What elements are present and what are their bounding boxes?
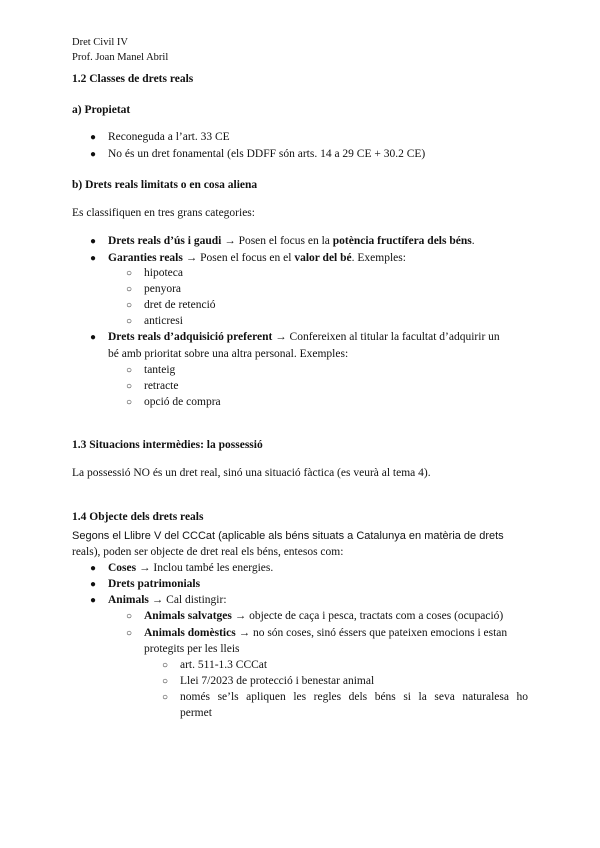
circle-bullet-icon: ○ (126, 365, 133, 376)
circle-bullet-icon: ○ (162, 692, 169, 703)
list-item: Llei 7/2023 de protecció i benestar animal (180, 675, 375, 687)
paragraph: La possessió NO és un dret real, sinó una situació fàctica (es veurà al tema 4). (72, 467, 431, 479)
section-1-2-title: 1.2 Classes de drets reals (72, 73, 194, 85)
term: Drets reals d’ús i gaudi (108, 235, 222, 247)
term: Animals domèstics (144, 627, 236, 639)
section-1-3-title: 1.3 Situacions intermèdies: la possessió (72, 439, 263, 451)
text-span: → Posen el focus en la (221, 235, 333, 247)
circle-bullet-icon: ○ (126, 611, 133, 622)
list-item (108, 592, 227, 609)
bullet-icon: ● (90, 149, 97, 160)
paragraph: Segons el Llibre V del CCCat (aplicable als béns situats a Catalunya en matèria de drets (72, 530, 504, 542)
bullet-icon: ● (90, 132, 97, 143)
term: valor del bé (294, 252, 352, 264)
paragraph-continuation: reals), poden ser objecte de dret real els béns, entesos com: (72, 546, 344, 558)
circle-bullet-icon: ○ (126, 397, 133, 408)
text-span: . (471, 235, 475, 247)
list-item: opció de compra (144, 396, 221, 408)
list-item (108, 560, 273, 577)
circle-bullet-icon: ○ (162, 660, 169, 671)
list-item: tanteig (144, 364, 176, 376)
list-item (144, 625, 507, 642)
text-span: → Confereixen al titular la facultat d’adquirir un (272, 331, 500, 343)
text-span: → Inclou també les energies. (136, 562, 274, 574)
circle-bullet-icon: ○ (162, 676, 169, 687)
professor-name: Prof. Joan Manel Abril (72, 52, 169, 63)
text-span: → objecte de caça i pesca, tractats com a coses (ocupació) (231, 610, 504, 622)
term: Animals (108, 594, 149, 606)
bullet-icon: ● (90, 595, 97, 606)
list-item: dret de retenció (144, 299, 216, 311)
circle-bullet-icon: ○ (126, 284, 133, 295)
list-item: Drets patrimonials (108, 578, 201, 590)
bullet-icon: ● (90, 332, 97, 343)
text-span: . Exemples: (351, 252, 406, 264)
list-item (108, 329, 500, 346)
text-span: → Posen el focus en el (182, 252, 295, 264)
text-span: → Cal distingir: (148, 594, 227, 606)
term: Animals salvatges (144, 610, 232, 622)
list-item (108, 233, 475, 250)
list-item: hipoteca (144, 267, 183, 279)
term: Drets reals d’adquisició preferent (108, 331, 273, 343)
list-item: Reconeguda a l’art. 33 CE (108, 131, 230, 143)
term: Garanties reals (108, 252, 183, 264)
list-item: anticresi (144, 315, 183, 327)
circle-bullet-icon: ○ (126, 268, 133, 279)
term: potència fructífera dels béns (332, 235, 472, 247)
list-item (144, 608, 503, 625)
course-name: Dret Civil IV (72, 37, 128, 48)
bullet-icon: ● (90, 563, 97, 574)
bullet-icon: ● (90, 253, 97, 264)
circle-bullet-icon: ○ (126, 316, 133, 327)
list-item-continuation: permet (180, 707, 212, 719)
bullet-icon: ● (90, 236, 97, 247)
subsection-a-title: a) Propietat (72, 104, 131, 116)
circle-bullet-icon: ○ (126, 381, 133, 392)
section-1-4-title: 1.4 Objecte dels drets reals (72, 511, 204, 523)
list-item: No és un dret fonamental (els DDFF són arts. 14 a 29 CE + 30.2 CE) (108, 148, 426, 160)
subsection-b-title: b) Drets reals limitats o en cosa aliena (72, 179, 258, 191)
list-item: retracte (144, 380, 179, 392)
list-item-continuation: bé amb prioritat sobre una altra personal. Exemples: (108, 348, 349, 360)
list-item: penyora (144, 283, 182, 295)
bullet-icon: ● (90, 579, 97, 590)
circle-bullet-icon: ○ (126, 300, 133, 311)
list-item-continuation: protegits per les lleis (144, 643, 240, 655)
paragraph: Es classifiquen en tres grans categories: (72, 207, 255, 219)
list-item: només se’ls apliquen les regles dels béns si la seva naturalesa ho (180, 691, 528, 703)
term: Coses (108, 562, 137, 574)
list-item: art. 511-1.3 CCCat (180, 659, 268, 671)
circle-bullet-icon: ○ (126, 628, 133, 639)
text-span: → no són coses, sinó éssers que pateixen emocions i estan (235, 627, 508, 639)
